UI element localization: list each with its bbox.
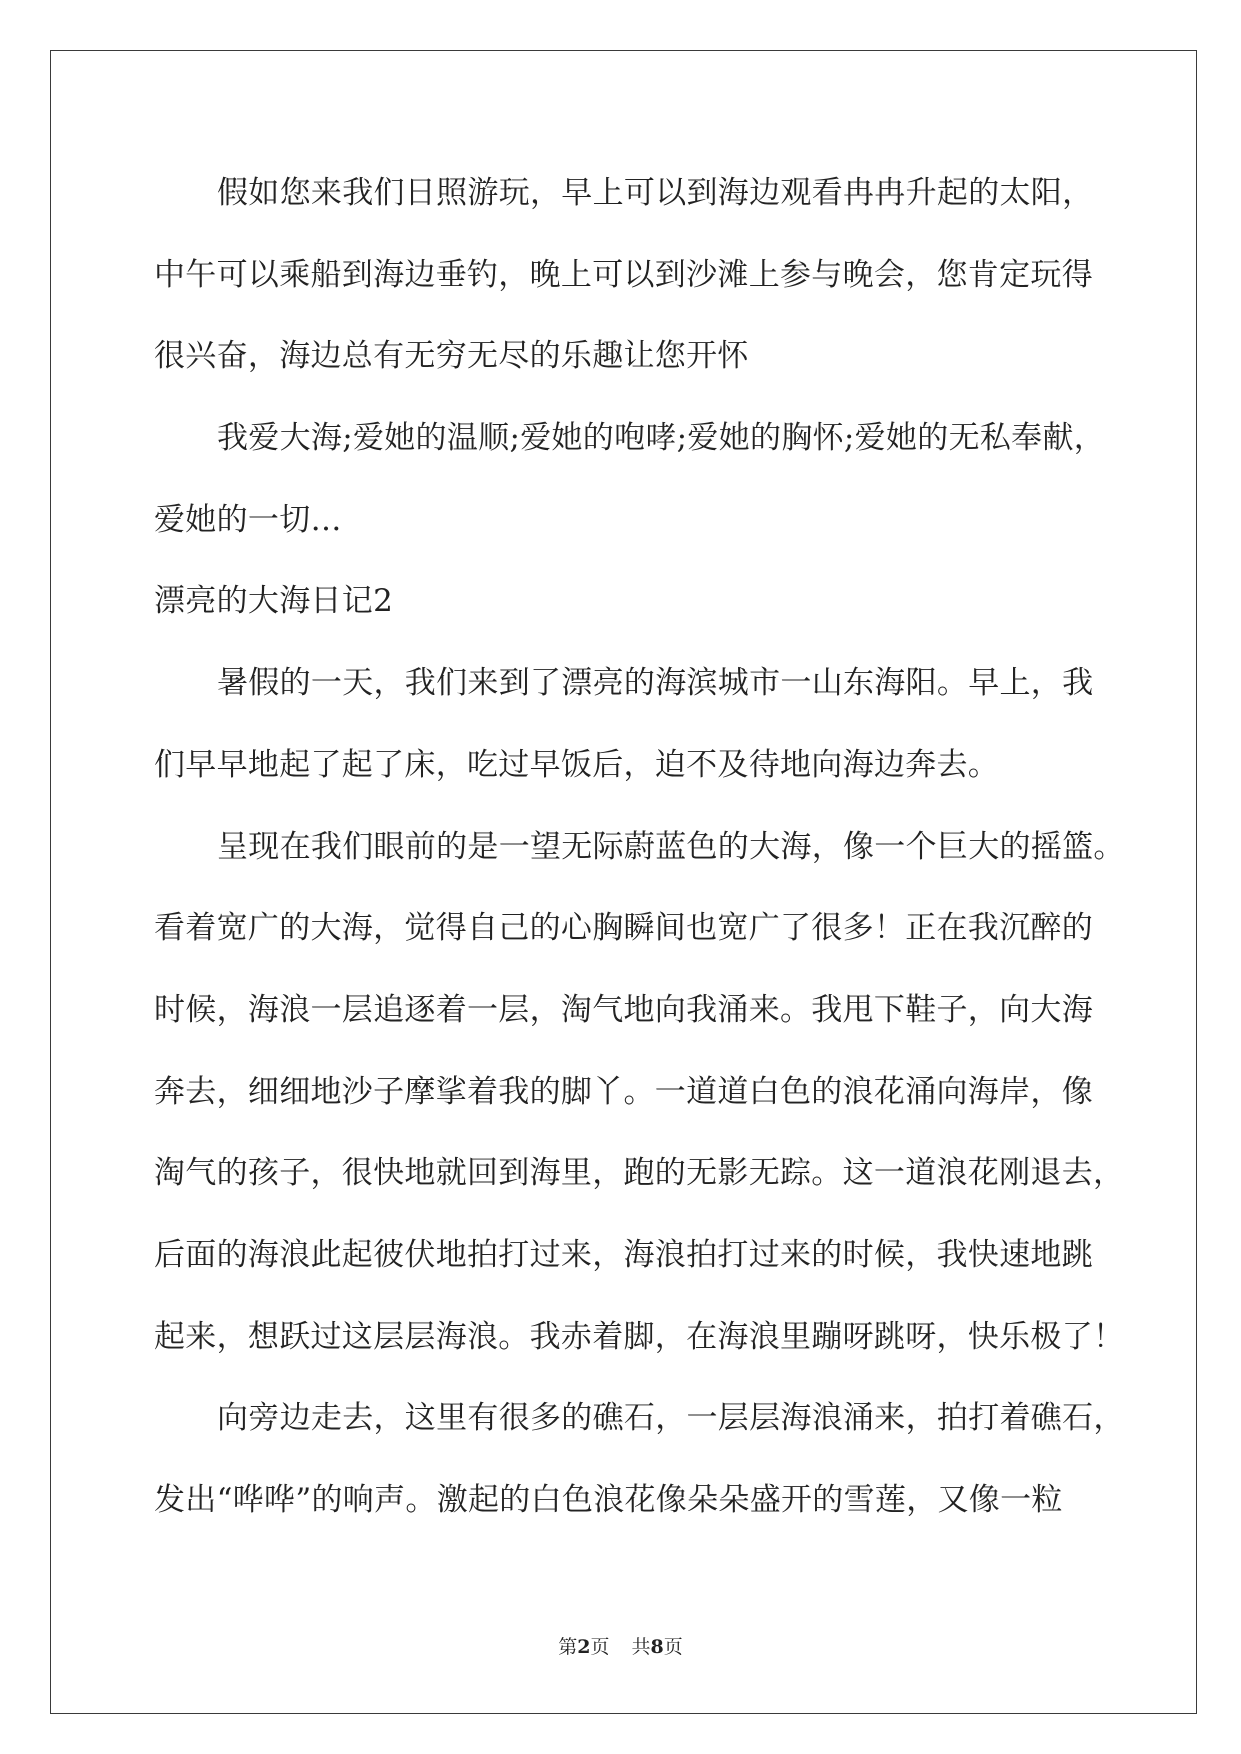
paragraph bbox=[154, 807, 1134, 1379]
text-line: 假如您来我们日照游玩，早上可以到海边观看冉冉升起的太阳， bbox=[217, 175, 1094, 211]
text-line: 时候，海浪一层追逐着一层，淘气地向我涌来。我甩下鞋子，向大海 bbox=[154, 991, 1093, 1028]
current-page-prefix: 第 bbox=[558, 1636, 578, 1658]
text-line: 们早早地起了起了床，吃过早饭后，迫不及待地向海边奔去。 bbox=[154, 746, 1000, 783]
text-line: 暑假的一天，我们来到了漂亮的海滨城市一山东海阳。早上，我 bbox=[217, 665, 1094, 702]
text-line: 起来，想跃过这层层海浪。我赤着脚，在海浪里蹦呀跳呀，快乐极了！ bbox=[154, 1318, 1125, 1355]
text-line: 我爱大海;爱她的温顺;爱她的咆哮;爱她的胸怀;爱她的无私奉献， bbox=[217, 420, 1106, 457]
paragraph bbox=[154, 643, 1134, 806]
text-line: 中午可以乘船到海边垂钓，晚上可以到沙滩上参与晚会，您肯定玩得 bbox=[154, 256, 1093, 293]
text-line: 奔去，细细地沙子摩挲着我的脚丫。一道道白色的浪花涌向海岸，像 bbox=[154, 1073, 1093, 1110]
page-footer bbox=[0, 1635, 1241, 1659]
text-line: 爱她的一切… bbox=[154, 501, 342, 538]
current-page-suffix: 页 bbox=[590, 1636, 610, 1658]
total-pages-suffix: 页 bbox=[663, 1636, 683, 1658]
paragraph bbox=[154, 1378, 1134, 1541]
entry-title bbox=[154, 561, 1134, 643]
current-page-number: 2 bbox=[577, 1636, 591, 1658]
total-pages-number: 8 bbox=[650, 1636, 664, 1658]
text-line: 后面的海浪此起彼伏地拍打过来，海浪拍打过来的时候，我快速地跳 bbox=[154, 1236, 1093, 1273]
total-pages-prefix: 共 bbox=[631, 1636, 651, 1658]
document-body bbox=[154, 153, 1134, 1542]
text-line: 很兴奋，海边总有无穷无尽的乐趣让您开怀 bbox=[154, 338, 749, 375]
text-line: 看着宽广的大海，觉得自己的心胸瞬间也宽广了很多！正在我沉醉的 bbox=[154, 910, 1093, 947]
text-line: 淘气的孩子，很快地就回到海里，跑的无影无踪。这一道浪花刚退去， bbox=[154, 1155, 1125, 1192]
entry-title-text: 漂亮的大海日记2 bbox=[154, 583, 394, 620]
paragraph bbox=[154, 153, 1134, 398]
text-line: 向旁边走去，这里有很多的礁石，一层层海浪涌来，拍打着礁石， bbox=[217, 1400, 1125, 1437]
paragraph bbox=[154, 398, 1134, 561]
text-line: 发出“哗哗”的响声。激起的白色浪花像朵朵盛开的雪莲，又像一粒 bbox=[154, 1482, 1063, 1518]
text-line: 呈现在我们眼前的是一望无际蔚蓝色的大海，像一个巨大的摇篮。 bbox=[217, 828, 1125, 865]
